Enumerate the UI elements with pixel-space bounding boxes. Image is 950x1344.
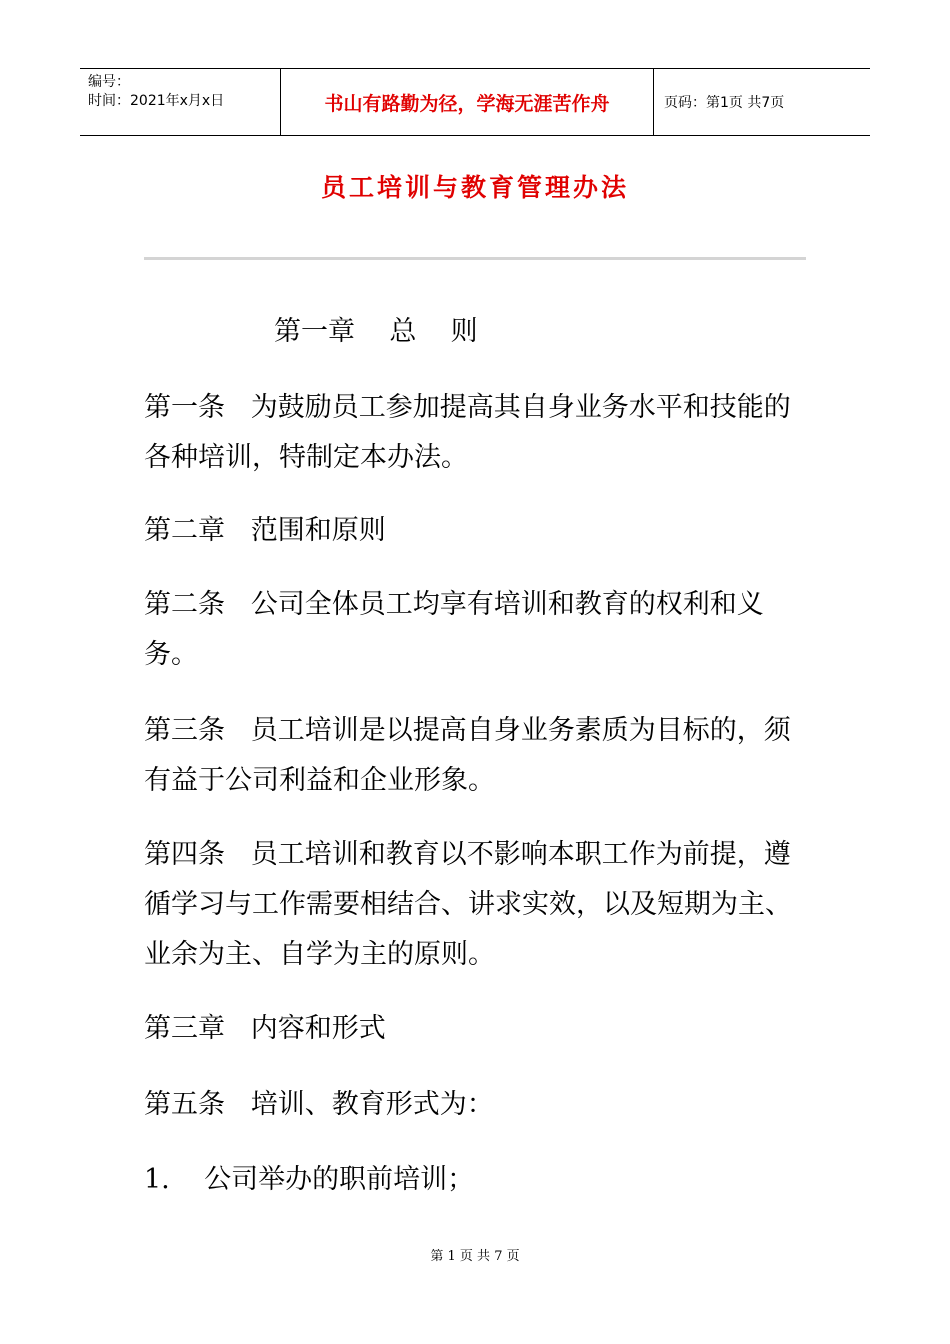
chapter-heading-3: 第三章 内容和形式 (144, 1013, 386, 1044)
header-meta (80, 69, 281, 135)
serial-label: 编号： (88, 74, 130, 90)
article-1: 第一条 为鼓励员工参加提高其自身业务水平和技能的各种培训，特制定本办法。 (144, 392, 791, 473)
document-title: 员工培训与教育管理办法 (320, 173, 629, 202)
article-2: 第二条 公司全体员工均享有培训和教育的权利和义务。 (144, 589, 764, 670)
article-3: 第三条 员工培训是以提高自身业务素质为目标的，须有益于公司利益和企业形象。 (144, 715, 791, 796)
list-item-1: 1. 公司举办的职前培训； (144, 1164, 475, 1195)
title-divider (144, 257, 806, 260)
chapter-heading-2: 第二章 范围和原则 (144, 515, 386, 546)
article-5: 第五条 培训、教育形式为： (144, 1089, 494, 1120)
chapter-heading-1: 第一章 总 则 (274, 316, 478, 347)
article-4: 第四条 员工培训和教育以不影响本职工作为前提，遵循学习与工作需要相结合、讲求实效，以及短期为主、业余为主、自学为主的原则。 (144, 839, 792, 970)
header-page-info: 页码：第1页 共7页 (664, 95, 785, 111)
header-motto: 书山有路勤为径，学海无涯苦作舟 (281, 69, 654, 135)
page-header (80, 68, 870, 136)
time-label: 时间：2021年x月x日 (88, 93, 225, 109)
page-footer: 第 1 页 共 7 页 (430, 1249, 520, 1264)
